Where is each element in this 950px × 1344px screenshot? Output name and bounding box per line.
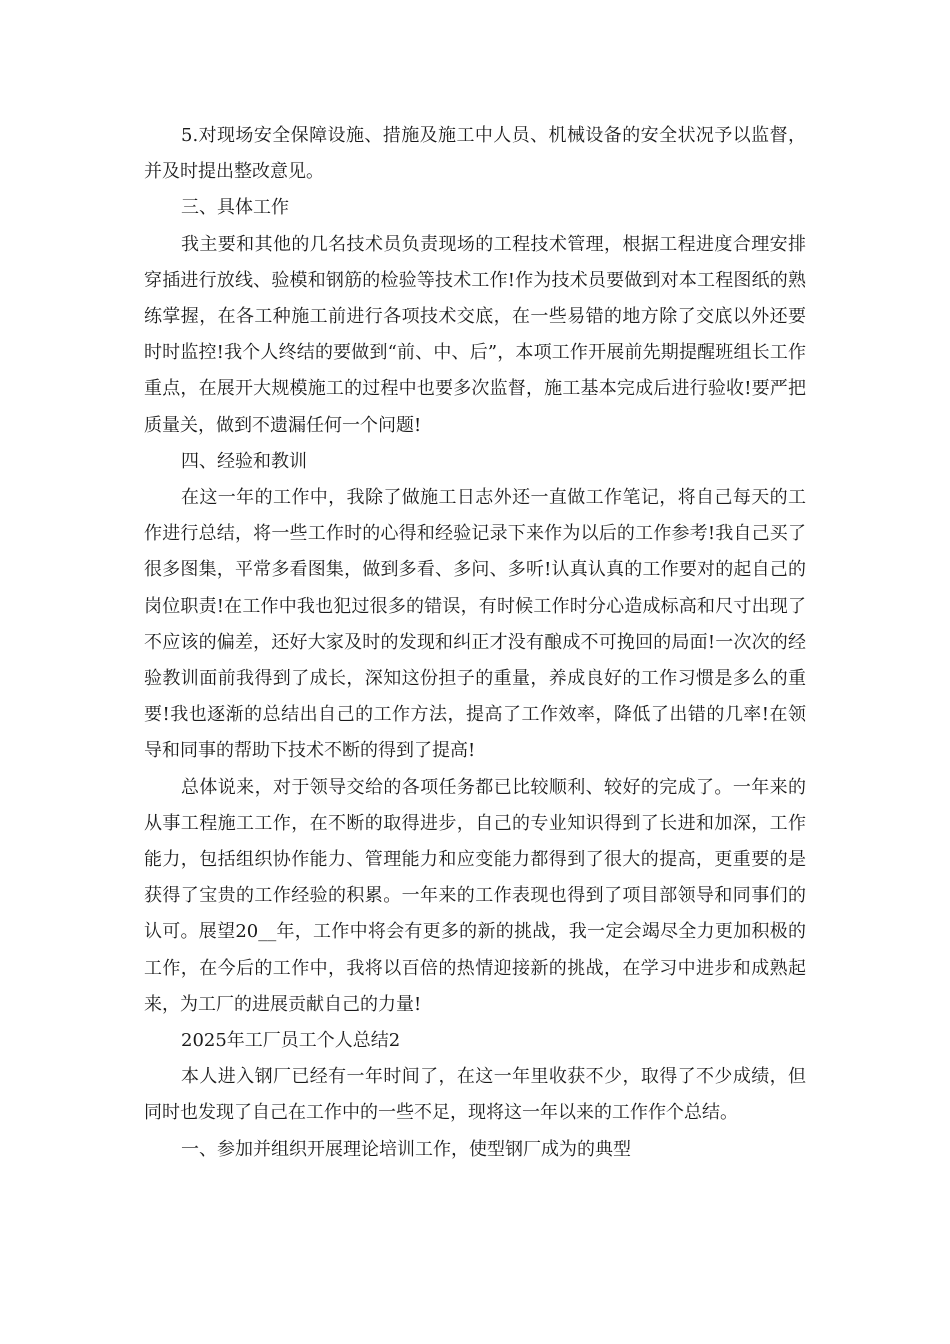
section-heading-specific-work: 三、具体工作	[181, 197, 289, 219]
paragraph-item-5: 5.对现场安全保障设施、措施及施工中人员、机械设备的安全状况予以监督，并及时提出整改意见。	[144, 125, 806, 183]
section-heading-training: 一、参加并组织开展理论培训工作，使型钢厂成为的典型	[181, 1138, 631, 1160]
document-body	[144, 118, 806, 1168]
section-heading-experience: 四、经验和教训	[181, 450, 307, 472]
paragraph-experience: 在这一年的工作中，我除了做施工日志外还一直做工作笔记，将自己每天的工作进行总结，将一些工作时的心得和经验记录下来作为以后的工作参考!我自己买了很多图集，平常多看图集，做到多看、多问、多听!认真认真的工作要对的起自己的岗位职责!在工作中我也犯过很多的错误，有时候工作时分心造成标高和尺寸出现了不应该的偏差，还好大家及时的发现和纠正才没有酿成不可挽回的局面!一次次的经验教训面前我得到了成长，深知这份担子的重量，养成良好的工作习惯是多么的重要!我也逐渐的总结出自己的工作方法，提高了工作效率，降低了出错的几率!在领导和同事的帮助下技术不断的得到了提高!	[144, 487, 806, 762]
document-subtitle: 2025年工厂员工个人总结2	[181, 1030, 401, 1052]
paragraph-intro: 本人进入钢厂已经有一年时间了，在这一年里收获不少，取得了不少成绩，但同时也发现了自己在工作中的一些不足，现将这一年以来的工作作个总结。	[144, 1066, 806, 1124]
paragraph-summary: 总体说来，对于领导交给的各项任务都已比较顺利、较好的完成了。一年来的从事工程施工工作，在不断的取得进步，自己的专业知识得到了长进和加深，工作能力，包括组织协作能力、管理能力和应变能力都得到了很大的提高，更重要的是获得了宝贵的工作经验的积累。一年来的工作表现也得到了项目部领导和同事们的认可。展望20__年，工作中将会有更多的新的挑战，我一定会竭尽全力更加积极的工作，在今后的工作中，我将以百倍的热情迎接新的挑战，在学习中进步和成熟起来，为工厂的进展贡献自己的力量!	[144, 776, 806, 1015]
paragraph-specific-work: 我主要和其他的几名技术员负责现场的工程技术管理，根据工程进度合理安排穿插进行放线、验模和钢筋的检验等技术工作!作为技术员要做到对本工程图纸的熟练掌握，在各工种施工前进行各项技术交底，在一些易错的地方除了交底以外还要时时监控!我个人终结的要做到“前、中、后”，本项工作开展前先期提醒班组长工作重点，在展开大规模施工的过程中也要多次监督，施工基本完成后进行验收!要严把质量关，做到不遗漏任何一个问题!	[144, 233, 806, 436]
